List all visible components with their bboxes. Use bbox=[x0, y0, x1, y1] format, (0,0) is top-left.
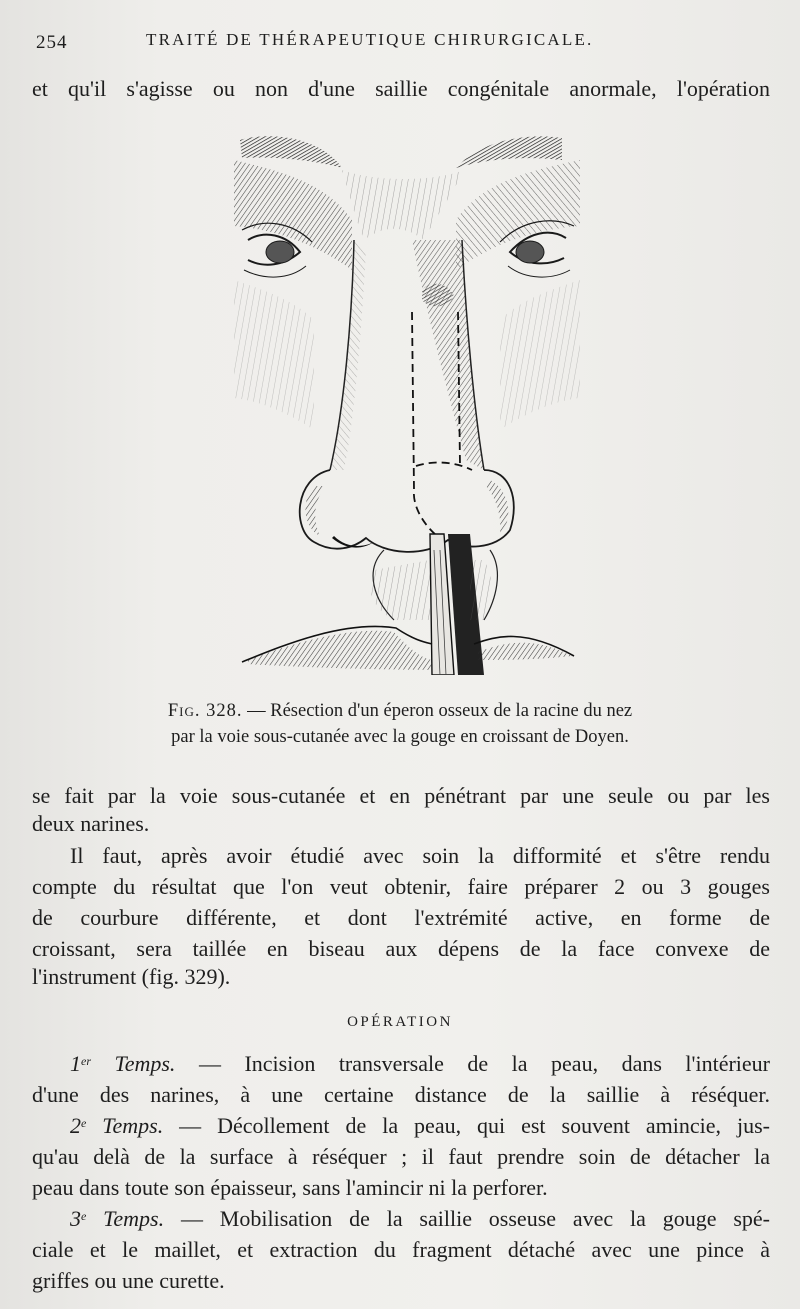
running-title: TRAITÉ DE THÉRAPEUTIQUE CHIRURGICALE. bbox=[146, 30, 594, 49]
figure-caption-line-1 bbox=[100, 698, 700, 724]
paragraph-2-line-3: de courbure différente, et dont l'extrémité active, en forme de bbox=[32, 905, 770, 930]
paragraph-2-line-1: Il faut, après avoir étudié avec soin la difformité et s'être rendu bbox=[70, 843, 770, 868]
step-3-label: 3e Temps. bbox=[70, 1206, 165, 1231]
step-2-line-3: peau dans toute son épaisseur, sans l'amincir ni la perforer. bbox=[32, 1175, 548, 1200]
step-1-line-2: d'une des narines, à une certaine distance de la saillie à réséquer. bbox=[32, 1082, 770, 1107]
page-header bbox=[30, 26, 770, 56]
step-1-line-1: 1er Temps. — Incision transversale de la peau, dans l'intérieur bbox=[70, 1051, 770, 1076]
figure-label: Fig. 328. bbox=[167, 701, 243, 721]
step-1-label: 1er Temps. bbox=[70, 1051, 176, 1076]
figure-caption-line-2: par la voie sous-cutanée avec la gouge en croissant de Doyen. bbox=[171, 727, 629, 747]
nose-engraving-figure bbox=[234, 130, 580, 675]
step-2-label: 2e Temps. bbox=[70, 1113, 164, 1138]
paragraph-2-line-2: compte du résultat que l'on veut obtenir, faire préparer 2 ou 3 gouges bbox=[32, 874, 770, 899]
step-2-line-2: qu'au delà de la surface à réséquer ; il faut prendre soin de détacher la bbox=[32, 1144, 770, 1169]
paragraph-1-line-1: se fait par la voie sous-cutanée et en pénétrant par une seule ou par les bbox=[32, 783, 770, 808]
section-heading: OPÉRATION bbox=[347, 1014, 453, 1030]
nose-illustration bbox=[234, 130, 580, 675]
step-3-line-3: griffes ou une curette. bbox=[32, 1268, 225, 1293]
step-3-line-1: 3e Temps. — Mobilisation de la saillie osseuse avec la gouge spé- bbox=[70, 1206, 770, 1231]
opening-line: et qu'il s'agisse ou non d'une saillie congénitale anormale, l'opération bbox=[32, 76, 770, 101]
paragraph-2-line-5: l'instrument (fig. 329). bbox=[32, 964, 231, 989]
left-eyebrow bbox=[240, 136, 342, 168]
paragraph-2-line-4: croissant, sera taillée en biseau aux dépens de la face convexe de bbox=[32, 936, 770, 961]
caption-text-1: — Résection d'un éperon osseux de la racine du nez bbox=[242, 701, 633, 721]
step-3-line-2: ciale et le maillet, et extraction du fragment détaché avec une pince à bbox=[32, 1237, 770, 1262]
right-eyebrow bbox=[456, 136, 562, 168]
page-number: 254 bbox=[36, 32, 68, 53]
paragraph-1-line-2: deux narines. bbox=[32, 811, 150, 836]
nose-tip bbox=[300, 470, 514, 552]
step-2-line-1: 2e Temps. — Décollement de la peau, qui est souvent amincie, jus- bbox=[70, 1113, 770, 1138]
